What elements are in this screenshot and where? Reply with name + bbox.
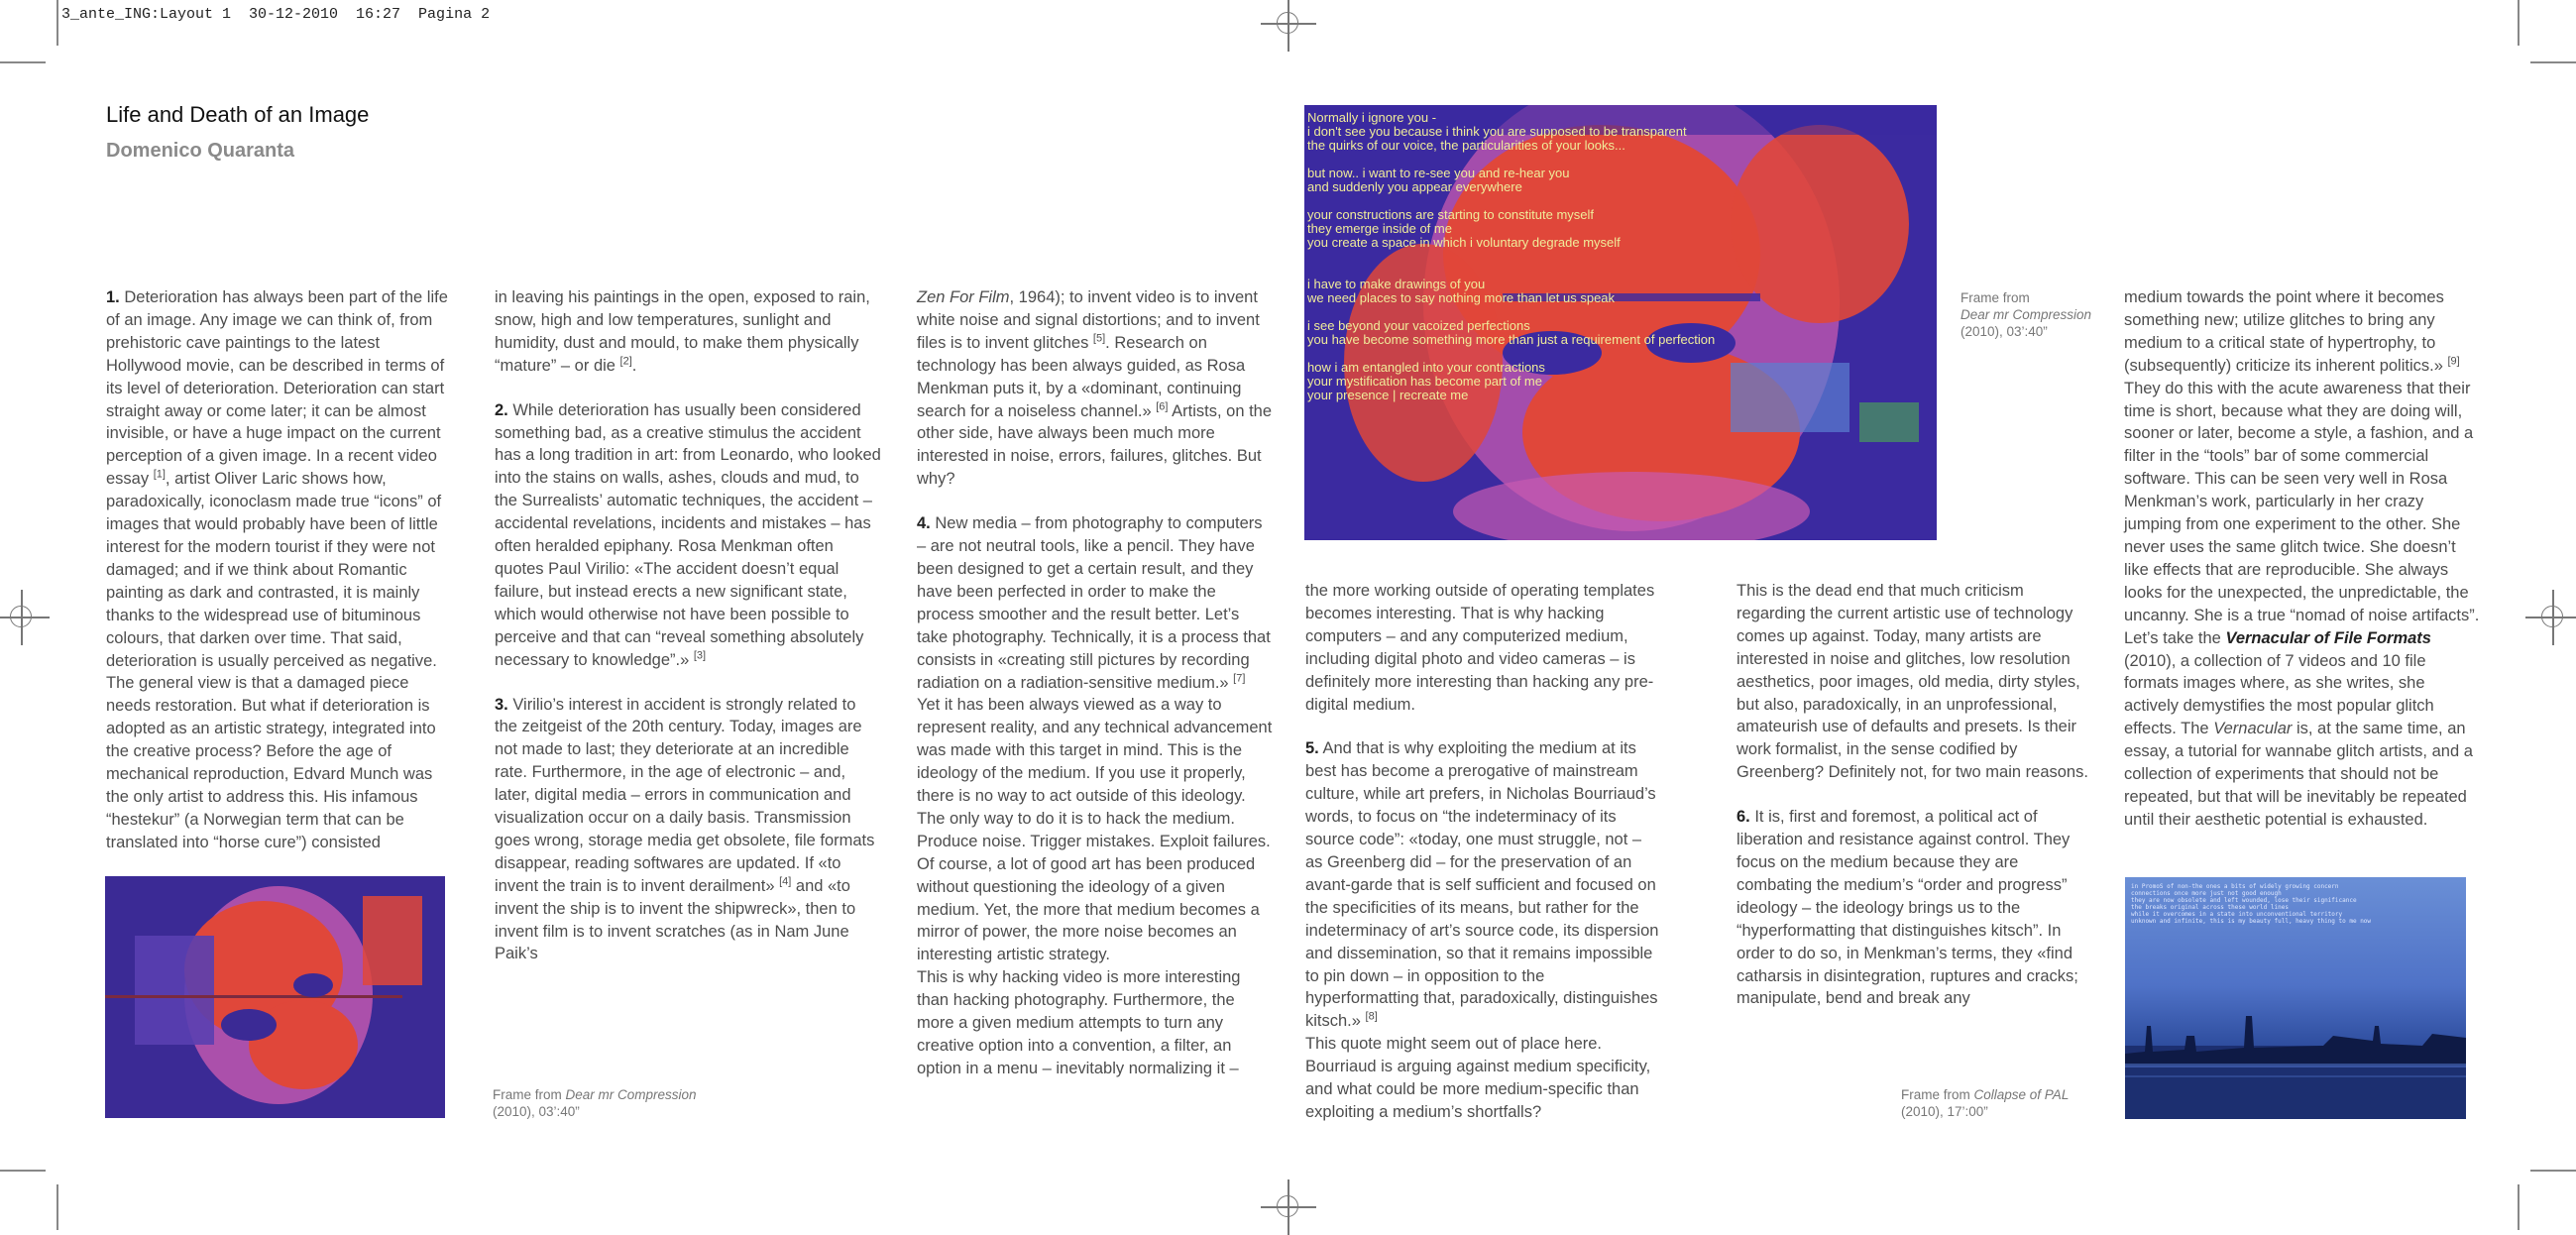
column-3 (917, 286, 1274, 1080)
crop-mark (56, 1184, 58, 1230)
column-6 (2124, 286, 2483, 832)
frame-overlay-text: in PromoS of non-the ones a bits of widely growing concern connections once more just not good enough they are now obsolete and left wounded, lose their significance the breaks original across these world lines while it overcomes in a state into unconventional territory unknown and infinite, this is my beauty full, heavy thing to me now (2131, 883, 2372, 925)
paragraph: 2. While deterioration has usually been considered something bad, as a creative stimulus the accident has a long tradition in art: from Leonardo, who looked into the stains on walls, ashes, clouds and mud, to the Surrealists’ automatic techniques, the accident – accidental revelations, incidents and mistakes – has often heralded epiphany. Rosa Menkman often quotes Paul Virilio: «The accident doesn’t equal failure, but instead erects a new significant state, which would otherwise not have been possible to perceive and that can “reveal something absolutely necessary to knowledge”.» [3] (495, 400, 881, 669)
registration-mark-bottom (1261, 1179, 1316, 1235)
article-author: Domenico Quaranta (106, 140, 295, 162)
image-caption: Frame from Collapse of PAL (2010), 17’:00” (1901, 1087, 2070, 1119)
paragraph: the more working outside of operating templates becomes interesting. That is why hacking computers – and any computerized medium, including digital photo and video cameras – is definitely more interesting than hacking any pre-digital medium. (1305, 582, 1655, 714)
column-2 (495, 286, 881, 965)
article-title: Life and Death of an Image (106, 102, 370, 127)
paragraph: Zen For Film, 1964); to invent video is to invent white noise and signal distortions; and to invent files is to invent glitches [5]. Research on technology has been always guided, as Rosa Menkman puts it, by a «dominant, continuing search for a noiseless channel.» [6] Artists, on the other side, have always been much more interested in noise, errors, failures, glitches. But why? (917, 288, 1273, 489)
video-frame-image (1304, 105, 1937, 540)
paragraph: This is the dead end that much criticism regarding the current artistic use of technology comes up against. Today, many artists are interested in noise and glitches, low resolution aesthetics, poor images, old media, dirty styles, but also, paradoxically, in an unprofessional, amateurish use of defaults and presets. Is their work formalist, in the sense codified by Greenberg? Definitely not, for two main reasons. (1736, 582, 2088, 782)
paragraph: 1. Deterioration has always been part of the life of an image. Any image we can think of, from prehistoric cave paintings to the latest Hollywood movie, can be described in terms of its level of deterioration. Deterioration can start straight away or come later; it can be almost invisible, or have a huge impact on the current perception of a given image. In a recent video essay [1], artist Oliver Laric shows how, paradoxically, iconoclasm made true “icons” of images that would probably have been of little interest for the modern tourist if they were not damaged; and if we think about Romantic painting as dark and contrasted, it is mainly thanks to the widespread use of bituminous colours, that darken over time. That said, deterioration is usually perceived as negative. The general view is that a damaged piece needs restoration. But what if deterioration is adopted as an artistic strategy, integrated into the creative process? Before the age of mechanical reproduction, Edvard Munch was the only artist to address this. His infamous “hestekur” (a Norwegian term that can be translated into “horse cure”) consisted (106, 288, 448, 851)
registration-mark-right (2525, 590, 2576, 645)
video-frame-image (2125, 877, 2466, 1119)
column-1 (106, 286, 453, 854)
crop-mark (0, 61, 46, 63)
paragraph: 4. New media – from photography to computers – are not neutral tools, like a pencil. They have been designed to get a certain result, and they have been perfected in order to make the process smoother and the result better. Let’s take photography. Technically, it is a process that consists in «creating still pictures by recording radiation on a radiation-sensitive medium.» [7] (917, 514, 1271, 692)
crop-mark (0, 1170, 46, 1172)
column-4 (1305, 580, 1662, 1124)
crop-mark (2530, 1170, 2576, 1172)
crop-mark (2518, 1184, 2520, 1230)
paragraph: 5. And that is why exploiting the medium at its best has become a prerogative of mainstream culture, while art prefers, in Nicholas Bourriaud’s words, to focus on “the indeterminacy of its source code”: «today, one must struggle, not – as Greenberg did – for the preservation of an avant-garde that is self sufficient and focused on the specificities of its means, but rather for the indeterminacy of art’s source code, its dispersion and dissemination, so that it remains impossible to pin down – in opposition to the hyperformatting that, paradoxically, distinguishes kitsch.» [8] (1305, 739, 1659, 1031)
paragraph: 6. It is, first and foremost, a political act of liberation and resistance against control. They focus on the medium because they are combating the medium’s “order and progress” ideology – the ideology brings us to the “hyperformatting that distinguishes kitsch”. In order to do so, in Menkman’s terms, they «find catharsis in disintegration, ruptures and cracks; manipulate, bend and break any (1736, 808, 2078, 1008)
crop-mark (2518, 0, 2520, 46)
print-slug: 3_ante_ING:Layout 1 30-12-2010 16:27 Pagina 2 (61, 6, 491, 23)
paragraph: This is why hacking video is more interesting than hacking photography. Furthermore, the more a given medium attempts to turn any creative option into a convention, a filter, an option in a menu – inevitably normalizing it – (917, 968, 1241, 1077)
image-caption: Frame from Dear mr Compression (2010), 03’:40” (1960, 290, 2092, 339)
image-caption: Frame from Dear mr Compression (2010), 03’:40” (493, 1087, 697, 1119)
frame-overlay-text: Normally i ignore you - i don't see you because i think you are supposed to be transparent the quirks of our voice, the particularities of your looks... but now.. i want to re-see you and re-hear you and suddenly you appear everywhere your constructions are starting to constitute myself they emerge inside of me you create a space in which i voluntary degrade myself i have to make drawings of you we need places to say nothing more than let us speak i see beyond your vacoized perfections you have become something more than just a requirement of perfection how i am entangled into your contractions your mystification has become part of me your presence | recreate me (1307, 110, 1716, 402)
paragraph: 3. Virilio’s interest in accident is strongly related to the zeitgeist of the 20th century. Today, images are not made to last; they deteriorate at an incredible rate. Furthermore, in the age of electronic – and, later, digital media – errors in communication and visualization occur on a daily basis. Transmission goes wrong, storage media get obsolete, file formats disappear, reading softwares are updated. If «to invent the train is to invent derailment» [4] and «to invent the ship is to invent the shipwreck», then to invent film is to invent scratches (as in Nam June Paik’s (495, 695, 875, 963)
paragraph: in leaving his paintings in the open, exposed to rain, snow, high and low temperatures, sunlight and humidity, dust and mould, to make them physically “mature” – or die [2]. (495, 288, 870, 375)
paragraph: This quote might seem out of place here. Bourriaud is arguing against medium specificity, and what could be more medium-specific than exploiting a medium’s shortfalls? (1305, 1035, 1651, 1121)
column-5 (1736, 580, 2093, 1010)
crop-mark (56, 0, 58, 46)
registration-mark-top (1261, 0, 1316, 52)
paragraph: Yet it has been always viewed as a way to represent reality, and any technical advancement was made with this target in mind. This is the ideology of the medium. If you use it properly, there is no way to act outside of this ideology. The only way to do it is to hack the medium. Produce noise. Trigger mistakes. Exploit failures. (917, 696, 1273, 850)
paragraph: medium towards the point where it becomes something new; utilize glitches to bring any medium to a critical state of hypertrophy, to (subsequently) criticize its inherent politics.» [9] They do this with the acute awareness that their time is short, because what they are doing will, sooner or later, become a style, a fashion, and a filter in the “tools” bar of some commercial software. This can be seen very well in Rosa Menkman’s work, particularly in her crazy jumping from one experiment to the other. She never uses the same glitch twice. She doesn’t like effects that are reproducible. She always looks for the unexpected, the unpredictable, the uncanny. She is a true “nomad of noise artifacts”. Let’s take the Vernacular of File Formats (2010), a collection of 7 videos and 10 file formats images where, as she writes, she actively demystifies the most popular glitch effects. The Vernacular is, at the same time, an essay, a tutorial for wannabe glitch artists, and a collection of experiments that should not be repeated, but that will be inevitably be repeated until their aesthetic potential is exhausted. (2124, 288, 2480, 829)
paragraph: Of course, a lot of good art has been produced without questioning the ideology of a given medium. Yet, the more that medium becomes a mirror of power, the more noise becomes an interesting artistic strategy. (917, 854, 1260, 964)
registration-mark-left (0, 590, 50, 645)
crop-mark (2530, 61, 2576, 63)
video-frame-image (105, 876, 445, 1118)
